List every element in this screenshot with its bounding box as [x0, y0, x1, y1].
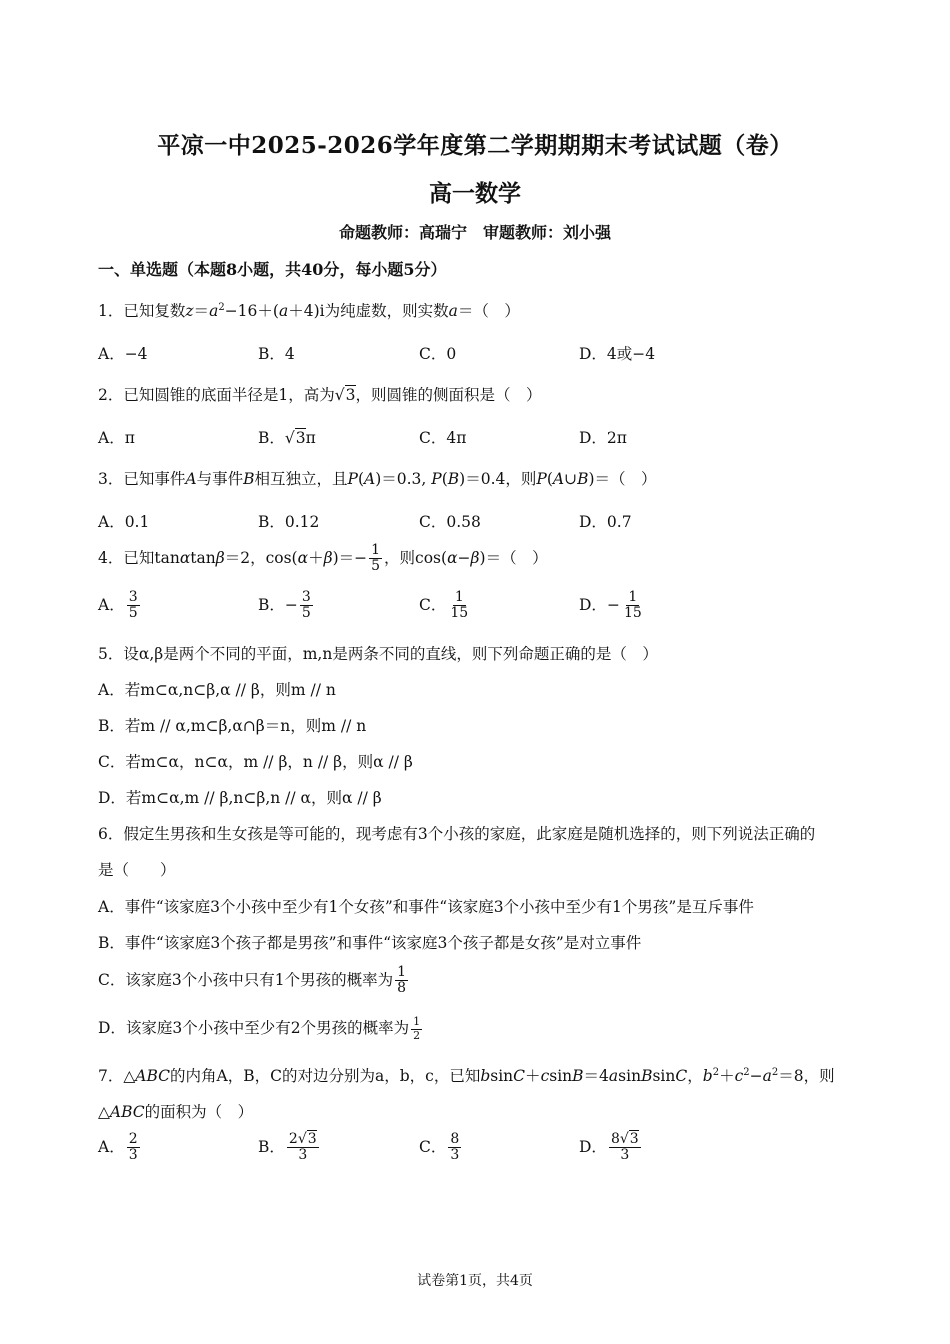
question-5-option-a: A．若m⊂α,n⊂β,α // β，则m // n [98, 681, 336, 699]
question-5-option-c: C．若m⊂α，n⊂α，m // β，n // β，则α // β [98, 753, 413, 771]
question-6-stem-line1: 6．假定生男孩和生女孩是等可能的，现考虑有3个小孩的家庭，此家庭是随机选择的，则下列说法正确的 [98, 825, 816, 843]
option-c: C．4π [419, 429, 467, 447]
option-d: D．0.7 [579, 513, 632, 531]
question-6-option-b: B．事件“该家庭3个孩子都是男孩”和事件“该家庭3个孩子都是女孩”是对立事件 [98, 934, 642, 952]
option-c: C． $\frac{1}{15}$ [419, 589, 469, 622]
option-d: D．− $\frac{1}{15}$ [579, 589, 642, 622]
exam-title: 平凉一中2025-2026学年度第二学期期期末考试试题（卷） [157, 132, 793, 159]
option-c: C．0.58 [419, 513, 481, 531]
option-b: B．0.12 [258, 513, 320, 531]
option-a: A．π [98, 429, 135, 447]
option-b: B．4 [258, 345, 295, 363]
question-1-stem: 1．已知复数$z=a^2-16+(a+4)i$为纯虚数，则实数a＝（ ） [98, 301, 520, 320]
option-d: D．4或−4 [579, 345, 656, 363]
teachers-line: 命题教师：高瑞宁 审题教师：刘小强 [338, 223, 611, 242]
option-b: B． $\frac{2√3}{3}$ [258, 1131, 317, 1164]
option-a: A． $\frac{2}{3}$ [98, 1131, 138, 1164]
option-b: B．− $\frac{3}{5}$ [258, 589, 311, 622]
question-7-stem-line1: 7．△ABC的内角A，B，C的对边分别为a，b，c，已知bsinC＋csinB＝4asinBsinC，$b^2+c^2-a^2=8$，则 [98, 1066, 835, 1085]
option-c: C． $\frac{8}{3}$ [419, 1131, 460, 1164]
page-footer: 试卷第1页，共4页 [417, 1273, 533, 1289]
question-6-stem-line2: 是（ ） [98, 861, 176, 879]
question-6-option-a: A．事件“该家庭3个小孩中至少有1个女孩”和事件“该家庭3个小孩中至少有1个男孩”是互斥事件 [98, 898, 754, 916]
question-7-stem-line2: △ABC的面积为（ ） [98, 1103, 254, 1121]
option-c: C．0 [419, 345, 457, 363]
question-5-option-b: B．若m // α,m⊂β,α∩β＝n，则m // n [98, 717, 367, 735]
question-5-option-d: D．若m⊂α,m // β,n⊂β,n // α，则α // β [98, 789, 382, 807]
option-a: A．0.1 [98, 513, 150, 531]
question-2-stem: 2．已知圆锥的底面半径是1，高为√3，则圆锥的侧面积是（ ） [98, 386, 542, 404]
section-heading: 一、单选题（本题8小题，共40分，每小题5分） [98, 260, 447, 279]
subject-title: 高一数学 [429, 180, 521, 207]
option-a: A．−4 [98, 345, 148, 363]
question-6-option-c: C．该家庭3个小孩中只有1个男孩的概率为 $\frac{1}{8}$ [98, 964, 407, 997]
option-a: A． $\frac{3}{5}$ [98, 589, 138, 622]
question-6-option-d: D．该家庭3个小孩中至少有2个男孩的概率为 $\frac{1}{2}$ [98, 1015, 421, 1042]
option-d: D． $\frac{8√3}{3}$ [579, 1131, 639, 1164]
option-d: D．2π [579, 429, 627, 447]
question-3-stem: 3．已知事件A与事件B相互独立，且P(A)＝0.3, P(B)＝0.4，则P(A∪B)＝（ ） [98, 470, 657, 488]
question-5-stem: 5．设α,β是两个不同的平面，m,n是两条不同的直线，则下列命题正确的是（ ） [98, 645, 658, 663]
question-4-stem: 4．已知tanαtanβ＝2，cos(α＋β)＝− $\frac{1}{5}$ ，则cos(α−β)＝（ ） [98, 542, 548, 575]
option-b: B．√3π [258, 429, 316, 447]
